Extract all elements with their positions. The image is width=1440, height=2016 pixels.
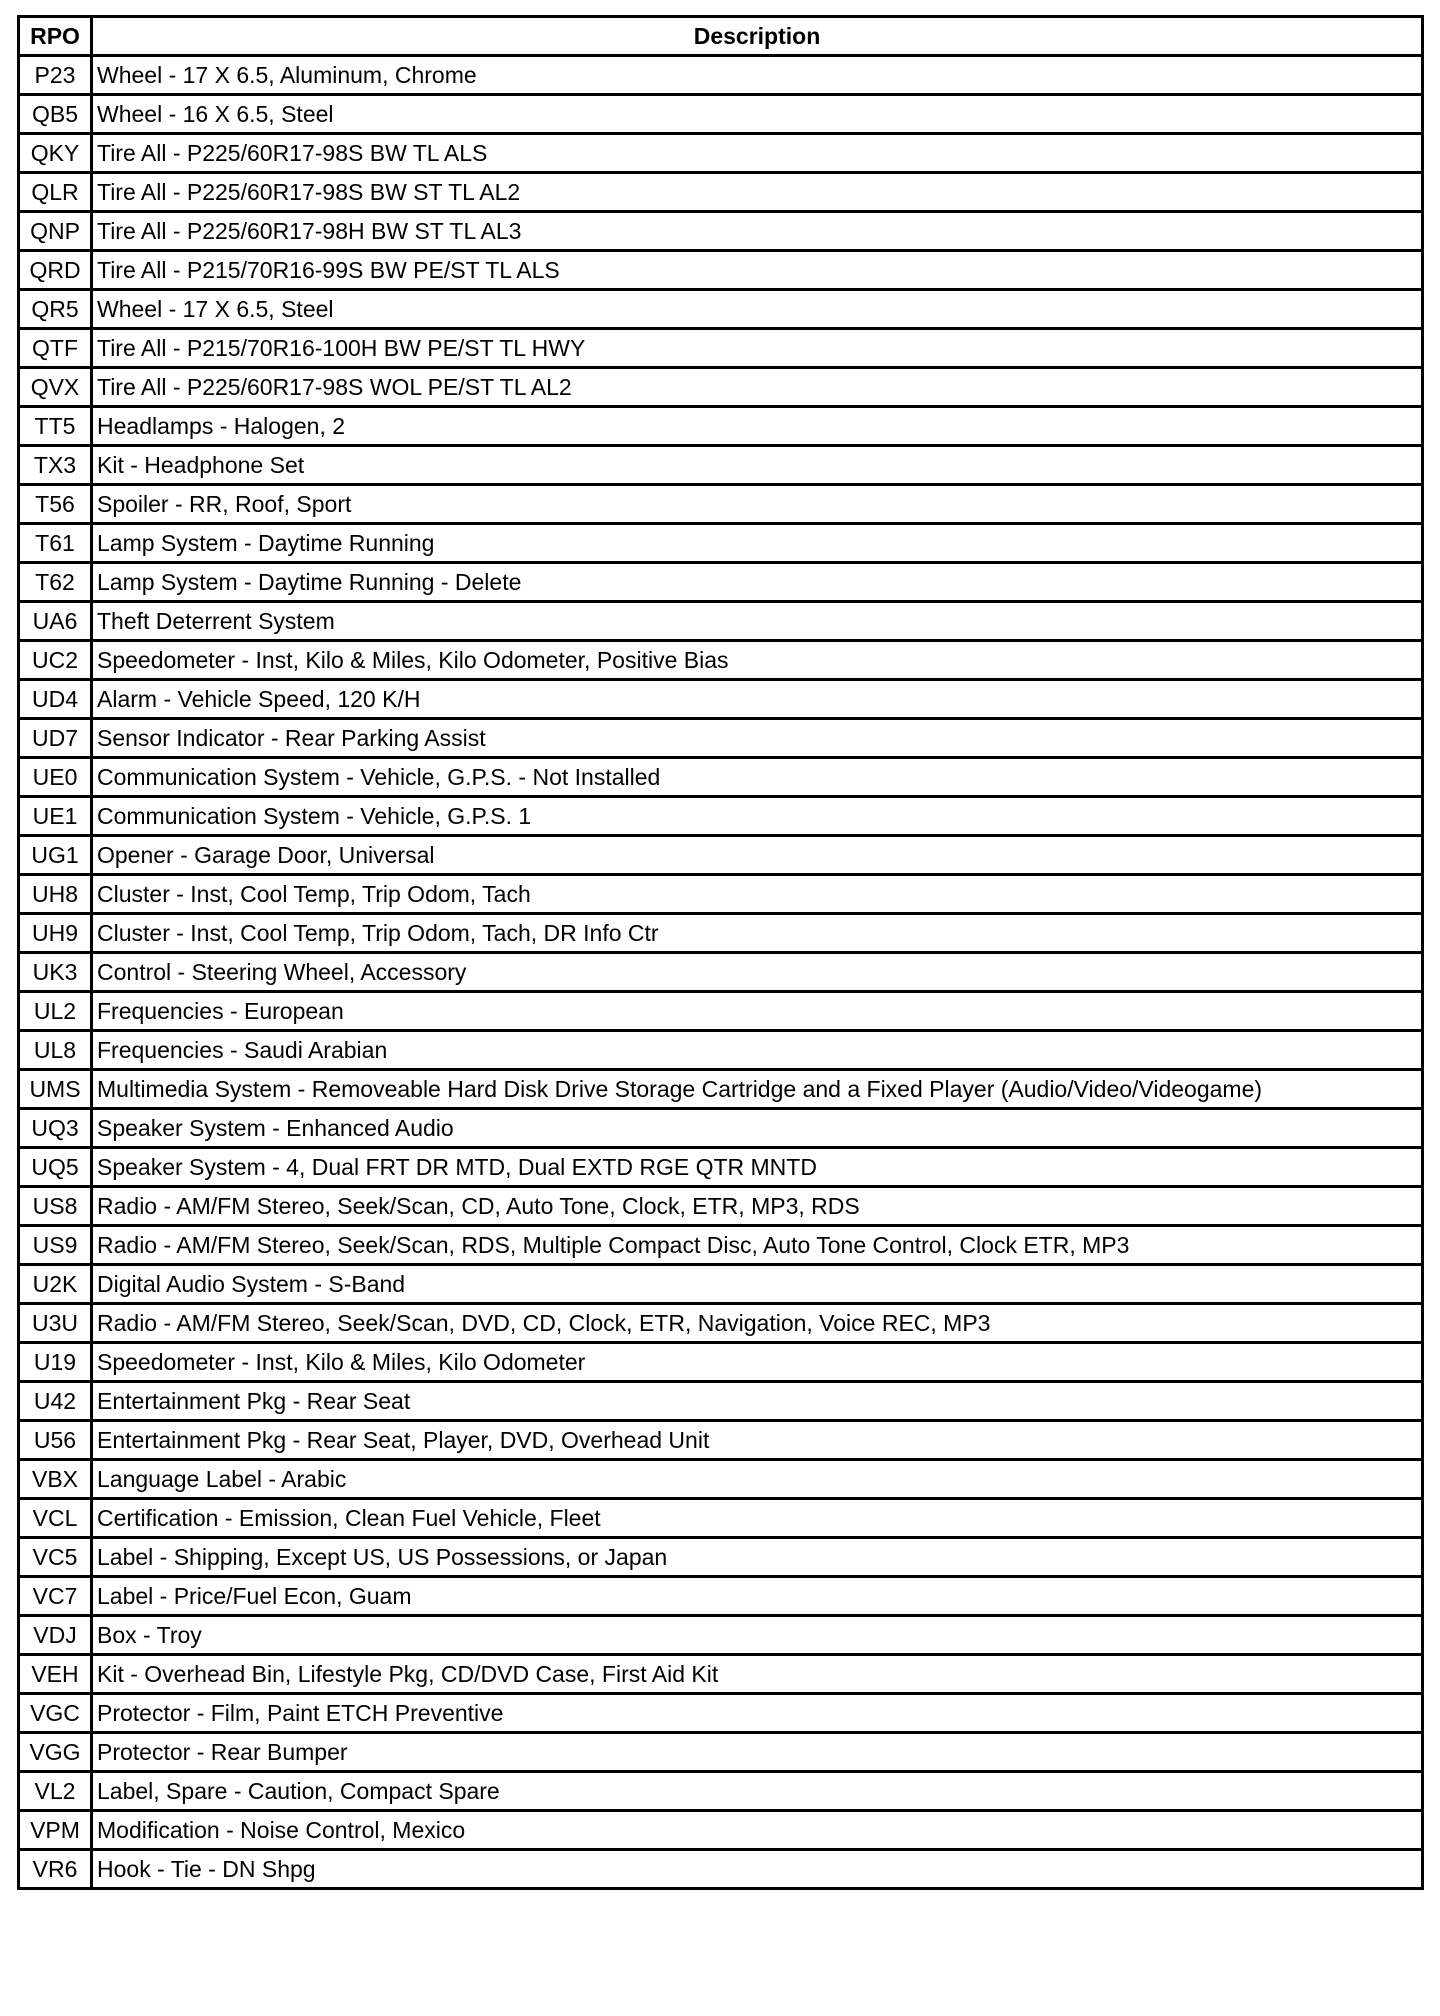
table-row: [19, 914, 1423, 953]
rpo-code-cell: U2K: [19, 1265, 92, 1304]
rpo-code-cell: UD7: [19, 719, 92, 758]
table-row: [19, 446, 1423, 485]
header-description: Description: [92, 17, 1423, 56]
description-cell: Communication System - Vehicle, G.P.S. 1: [92, 797, 1423, 836]
rpo-code-cell: UL8: [19, 1031, 92, 1070]
rpo-code-cell: UA6: [19, 602, 92, 641]
rpo-code-cell: UMS: [19, 1070, 92, 1109]
table-row: [19, 563, 1423, 602]
table-row: [19, 797, 1423, 836]
table-body: [19, 56, 1423, 1889]
rpo-code-cell: P23: [19, 56, 92, 95]
table-row: [19, 680, 1423, 719]
table-row: [19, 1421, 1423, 1460]
table-row: [19, 524, 1423, 563]
table-row: [19, 1031, 1423, 1070]
table-row: [19, 1187, 1423, 1226]
description-cell: Theft Deterrent System: [92, 602, 1423, 641]
table-row: [19, 719, 1423, 758]
description-cell: Tire All - P225/60R17-98S BW TL ALS: [92, 134, 1423, 173]
description-cell: Language Label - Arabic: [92, 1460, 1423, 1499]
rpo-code-cell: UK3: [19, 953, 92, 992]
rpo-code-cell: VDJ: [19, 1616, 92, 1655]
rpo-code-cell: QKY: [19, 134, 92, 173]
table-row: [19, 56, 1423, 95]
rpo-code-cell: QNP: [19, 212, 92, 251]
table-row: [19, 1148, 1423, 1187]
rpo-code-cell: VC5: [19, 1538, 92, 1577]
description-cell: Opener - Garage Door, Universal: [92, 836, 1423, 875]
rpo-code-cell: UE0: [19, 758, 92, 797]
description-cell: Lamp System - Daytime Running - Delete: [92, 563, 1423, 602]
rpo-code-cell: VBX: [19, 1460, 92, 1499]
description-cell: Headlamps - Halogen, 2: [92, 407, 1423, 446]
table-row: [19, 134, 1423, 173]
description-cell: Box - Troy: [92, 1616, 1423, 1655]
description-cell: Tire All - P215/70R16-99S BW PE/ST TL ALS: [92, 251, 1423, 290]
table-row: [19, 95, 1423, 134]
rpo-code-cell: VGG: [19, 1733, 92, 1772]
description-cell: Tire All - P225/60R17-98S WOL PE/ST TL AL2: [92, 368, 1423, 407]
table-row: [19, 1577, 1423, 1616]
description-cell: Frequencies - European: [92, 992, 1423, 1031]
description-cell: Kit - Overhead Bin, Lifestyle Pkg, CD/DVD Case, First Aid Kit: [92, 1655, 1423, 1694]
description-cell: Tire All - P215/70R16-100H BW PE/ST TL HWY: [92, 329, 1423, 368]
description-cell: Sensor Indicator - Rear Parking Assist: [92, 719, 1423, 758]
rpo-code-cell: QRD: [19, 251, 92, 290]
description-cell: Radio - AM/FM Stereo, Seek/Scan, RDS, Multiple Compact Disc, Auto Tone Control, Clock ETR, MP3: [92, 1226, 1423, 1265]
rpo-code-cell: U3U: [19, 1304, 92, 1343]
description-cell: Protector - Rear Bumper: [92, 1733, 1423, 1772]
description-cell: Alarm - Vehicle Speed, 120 K/H: [92, 680, 1423, 719]
description-cell: Label, Spare - Caution, Compact Spare: [92, 1772, 1423, 1811]
rpo-code-cell: UQ5: [19, 1148, 92, 1187]
rpo-code-cell: UD4: [19, 680, 92, 719]
description-cell: Digital Audio System - S-Band: [92, 1265, 1423, 1304]
rpo-code-cell: T62: [19, 563, 92, 602]
description-cell: Radio - AM/FM Stereo, Seek/Scan, DVD, CD, Clock, ETR, Navigation, Voice REC, MP3: [92, 1304, 1423, 1343]
description-cell: Frequencies - Saudi Arabian: [92, 1031, 1423, 1070]
rpo-table: [17, 15, 1424, 1890]
table-row: [19, 1343, 1423, 1382]
table-row: [19, 602, 1423, 641]
table-row: [19, 992, 1423, 1031]
table-row: [19, 251, 1423, 290]
table-row: [19, 1265, 1423, 1304]
description-cell: Control - Steering Wheel, Accessory: [92, 953, 1423, 992]
description-cell: Label - Shipping, Except US, US Possessions, or Japan: [92, 1538, 1423, 1577]
rpo-code-cell: VR6: [19, 1850, 92, 1889]
rpo-code-cell: UE1: [19, 797, 92, 836]
table-row: [19, 1655, 1423, 1694]
description-cell: Label - Price/Fuel Econ, Guam: [92, 1577, 1423, 1616]
rpo-code-cell: QB5: [19, 95, 92, 134]
table-row: [19, 173, 1423, 212]
rpo-code-cell: QLR: [19, 173, 92, 212]
table-row: [19, 758, 1423, 797]
rpo-code-cell: VC7: [19, 1577, 92, 1616]
table-row: [19, 1382, 1423, 1421]
table-row: [19, 1226, 1423, 1265]
rpo-code-cell: U42: [19, 1382, 92, 1421]
rpo-code-cell: U19: [19, 1343, 92, 1382]
description-cell: Kit - Headphone Set: [92, 446, 1423, 485]
description-cell: Tire All - P225/60R17-98S BW ST TL AL2: [92, 173, 1423, 212]
rpo-code-cell: VGC: [19, 1694, 92, 1733]
rpo-code-cell: VCL: [19, 1499, 92, 1538]
rpo-code-cell: QR5: [19, 290, 92, 329]
rpo-code-cell: UC2: [19, 641, 92, 680]
table-row: [19, 212, 1423, 251]
description-cell: Radio - AM/FM Stereo, Seek/Scan, CD, Auto Tone, Clock, ETR, MP3, RDS: [92, 1187, 1423, 1226]
description-cell: Spoiler - RR, Roof, Sport: [92, 485, 1423, 524]
rpo-code-cell: U56: [19, 1421, 92, 1460]
rpo-code-cell: UH8: [19, 875, 92, 914]
rpo-code-cell: VL2: [19, 1772, 92, 1811]
rpo-code-cell: UG1: [19, 836, 92, 875]
rpo-code-cell: VEH: [19, 1655, 92, 1694]
rpo-code-cell: T56: [19, 485, 92, 524]
description-cell: Cluster - Inst, Cool Temp, Trip Odom, Tach, DR Info Ctr: [92, 914, 1423, 953]
description-cell: Speaker System - 4, Dual FRT DR MTD, Dual EXTD RGE QTR MNTD: [92, 1148, 1423, 1187]
rpo-code-cell: UH9: [19, 914, 92, 953]
rpo-code-cell: UL2: [19, 992, 92, 1031]
description-cell: Protector - Film, Paint ETCH Preventive: [92, 1694, 1423, 1733]
description-cell: Speedometer - Inst, Kilo & Miles, Kilo Odometer, Positive Bias: [92, 641, 1423, 680]
description-cell: Wheel - 17 X 6.5, Steel: [92, 290, 1423, 329]
description-cell: Modification - Noise Control, Mexico: [92, 1811, 1423, 1850]
description-cell: Wheel - 17 X 6.5, Aluminum, Chrome: [92, 56, 1423, 95]
table-row: [19, 368, 1423, 407]
table-row: [19, 1109, 1423, 1148]
description-cell: Cluster - Inst, Cool Temp, Trip Odom, Tach: [92, 875, 1423, 914]
description-cell: Tire All - P225/60R17-98H BW ST TL AL3: [92, 212, 1423, 251]
rpo-code-cell: QVX: [19, 368, 92, 407]
table-header-row: [19, 17, 1423, 56]
description-cell: Entertainment Pkg - Rear Seat, Player, DVD, Overhead Unit: [92, 1421, 1423, 1460]
description-cell: Hook - Tie - DN Shpg: [92, 1850, 1423, 1889]
rpo-code-cell: TT5: [19, 407, 92, 446]
table-row: [19, 836, 1423, 875]
table-row: [19, 641, 1423, 680]
description-cell: Certification - Emission, Clean Fuel Vehicle, Fleet: [92, 1499, 1423, 1538]
table-row: [19, 1499, 1423, 1538]
rpo-code-cell: UQ3: [19, 1109, 92, 1148]
table-row: [19, 1304, 1423, 1343]
table-row: [19, 1850, 1423, 1889]
rpo-code-cell: T61: [19, 524, 92, 563]
rpo-code-cell: US8: [19, 1187, 92, 1226]
description-cell: Communication System - Vehicle, G.P.S. - Not Installed: [92, 758, 1423, 797]
table-row: [19, 1070, 1423, 1109]
table-row: [19, 875, 1423, 914]
description-cell: Lamp System - Daytime Running: [92, 524, 1423, 563]
table-row: [19, 1811, 1423, 1850]
description-cell: Wheel - 16 X 6.5, Steel: [92, 95, 1423, 134]
description-cell: Speedometer - Inst, Kilo & Miles, Kilo Odometer: [92, 1343, 1423, 1382]
table-row: [19, 953, 1423, 992]
table-row: [19, 329, 1423, 368]
table-row: [19, 407, 1423, 446]
table-row: [19, 1694, 1423, 1733]
description-cell: Multimedia System - Removeable Hard Disk Drive Storage Cartridge and a Fixed Player (Audio/Video/Videogame): [92, 1070, 1423, 1109]
rpo-code-cell: QTF: [19, 329, 92, 368]
table-row: [19, 485, 1423, 524]
rpo-code-cell: US9: [19, 1226, 92, 1265]
description-cell: Speaker System - Enhanced Audio: [92, 1109, 1423, 1148]
description-cell: Entertainment Pkg - Rear Seat: [92, 1382, 1423, 1421]
table-row: [19, 1733, 1423, 1772]
table-row: [19, 1460, 1423, 1499]
rpo-code-cell: VPM: [19, 1811, 92, 1850]
rpo-table-container: [17, 15, 1421, 1890]
table-row: [19, 1616, 1423, 1655]
table-row: [19, 290, 1423, 329]
table-row: [19, 1538, 1423, 1577]
rpo-code-cell: TX3: [19, 446, 92, 485]
table-row: [19, 1772, 1423, 1811]
header-rpo: RPO: [19, 17, 92, 56]
